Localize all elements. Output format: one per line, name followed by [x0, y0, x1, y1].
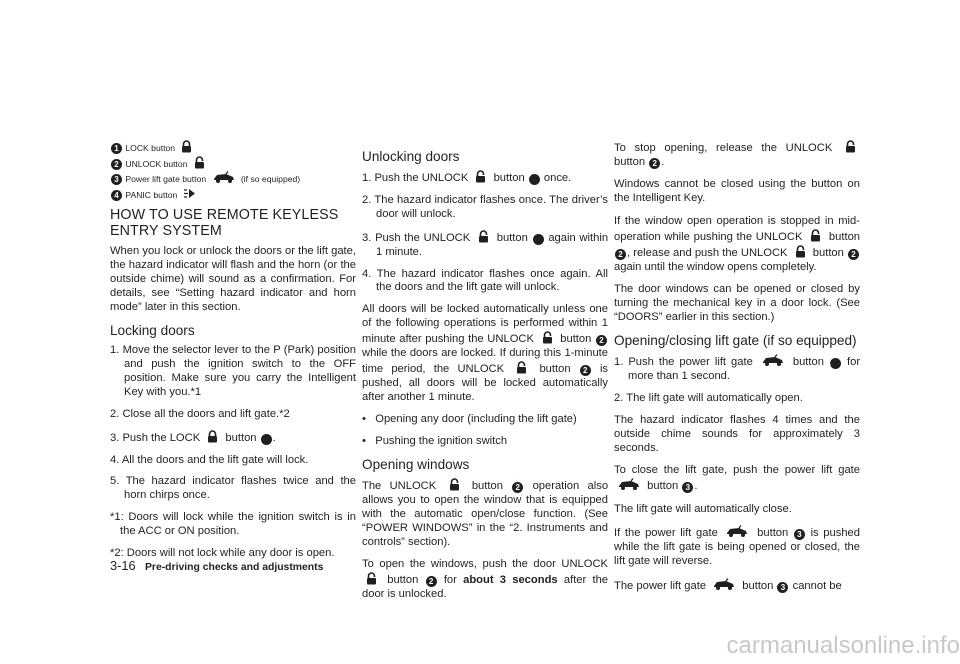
callout-number: 3 [794, 529, 805, 540]
bullet-dot: • [362, 413, 366, 426]
unlock-icon [844, 140, 857, 153]
paragraph-text: after the door is unlocked. [362, 574, 609, 601]
lift-gate-heading: Opening/closing lift gate (if so equipped) [614, 333, 857, 349]
paragraph-text: , release and push the UNLOCK [627, 246, 788, 259]
paragraph-text: The power lift gate [614, 579, 707, 592]
locking-doors-heading: Locking doors [110, 323, 195, 339]
step-text: button [225, 431, 257, 444]
page-number: 3-16 [110, 558, 136, 573]
liftgate-step-2: 2. The lift gate will automatically open. [614, 392, 803, 405]
page-footer [110, 558, 323, 573]
locking-step-1: 1. Move the selector lever to the P (Park) position and push the ignition switch to the OFF position. Make sure you carry the Intelligent Key with you.*1 [110, 344, 356, 398]
paragraph-text: If the window open operation is stopped in mid-operation while pushing the UNLOCK [614, 214, 860, 243]
lock-icon [206, 430, 219, 443]
liftgate-paragraph-2: To close the lift gate, push the power lift gate button 3 . [614, 464, 860, 493]
paragraph-text: button [757, 527, 789, 540]
callout-number: 2 [529, 174, 540, 185]
liftgate-step-1 [614, 354, 860, 384]
step-text: again within 1 minute. [376, 231, 609, 258]
step-text: 3. Push the LOCK [110, 431, 201, 444]
unlock-icon [541, 331, 554, 344]
locking-step-5: 5. The hazard indicator flashes twice and the horn chirps once. [110, 475, 356, 502]
unlock-icon [809, 229, 822, 242]
callout-number: 2 [512, 482, 523, 493]
paragraph-text: button [539, 362, 571, 375]
legend-suffix: (if so equipped) [240, 174, 301, 185]
right-column [614, 140, 860, 602]
paragraph-text: The UNLOCK [362, 480, 437, 493]
step-text: button [493, 172, 525, 184]
paragraph-text: To stop opening, release the UNLOCK [614, 142, 833, 154]
paragraph-text: operation also allows you to open the window that is equipped with the automatic open/close function. (See “POWER WINDOWS” in the “2. Instruments and controls” section). [362, 480, 609, 548]
section-title: HOW TO USE REMOTE KEYLESS ENTRY SYSTEM [110, 207, 339, 240]
paragraph-text: If the power lift gate [614, 527, 718, 540]
windows-paragraph-2 [362, 558, 608, 602]
paragraph-text: button [828, 230, 861, 243]
callout-number: 4 [111, 190, 122, 201]
section-name: Pre-driving checks and adjustments [144, 562, 324, 573]
left-column [110, 140, 356, 569]
liftgate-paragraph-4 [614, 525, 860, 569]
step-text: button [496, 231, 528, 244]
legend-label: UNLOCK button [125, 158, 188, 169]
middle-column [362, 144, 608, 611]
windows-paragraph-5 [614, 215, 860, 275]
paragraph-text: button [560, 333, 592, 346]
footnote-2: *2: Doors will not lock while any door is open. [110, 547, 335, 560]
paragraph-text: To close the lift gate, push the power lift gate [614, 464, 860, 477]
windows-paragraph-4: Windows cannot be closed using the button on the Intelligent Key. [614, 178, 860, 205]
liftgate-icon [212, 171, 236, 184]
step-text: once. [543, 172, 572, 184]
locking-step-3: 3. Push the LOCK button 1 . [110, 431, 276, 444]
panic-icon [183, 187, 196, 200]
liftgate-icon [725, 525, 749, 538]
bullet-text: Pushing the ignition switch [375, 435, 508, 448]
liftgate-icon [761, 354, 785, 367]
callout-number: 2 [615, 249, 626, 260]
step-text: for more than 1 second. [628, 356, 861, 383]
unlock-icon [365, 572, 378, 585]
step-text: 3. Push the UNLOCK [362, 231, 471, 244]
paragraph-text: while the doors are locked. If during this 1-minute time period, the UNLOCK [362, 347, 608, 375]
unlocking-step-3 [362, 230, 608, 260]
unlocking-step-4: 4. The hazard indicator flashes once again. All the doors and the lift gate will unlock. [362, 267, 608, 294]
auto-lock-paragraph [362, 303, 608, 404]
liftgate-icon [617, 478, 641, 491]
callout-number: 3 [830, 358, 841, 369]
paragraph-text: cannot be [792, 579, 842, 592]
paragraph-text: button [647, 480, 679, 493]
callout-number: 1 [111, 143, 122, 154]
legend-label: PANIC button [125, 189, 178, 200]
unlocking-step-2: 2. The hazard indicator flashes once. The driver’s door will unlock. [362, 193, 608, 220]
unlock-icon [794, 245, 807, 258]
paragraph-text: button [387, 574, 419, 587]
locking-step-2: 2. Close all the doors and lift gate.*2 [110, 407, 290, 420]
callout-number: 3 [111, 174, 122, 185]
liftgate-paragraph-1: The hazard indicator flashes 4 times and the outside chime sounds for approximately 3 seconds. [614, 414, 860, 454]
liftgate-paragraph-5 [614, 578, 860, 594]
paragraph-text: To open the windows, push the door UNLOCK [362, 558, 608, 571]
legend-row-liftgate [110, 171, 356, 187]
paragraph-text: button [742, 579, 774, 592]
callout-number: 2 [596, 335, 607, 346]
paragraph-text: for [443, 574, 457, 587]
paragraph-text: button [812, 246, 844, 259]
callout-number: 2 [649, 158, 660, 169]
bullet-item [362, 435, 608, 449]
callout-number: 3 [777, 582, 788, 593]
legend-label: Power lift gate button [125, 174, 207, 185]
legend-row-lock [110, 140, 356, 156]
step-text: 1. Push the UNLOCK [362, 172, 469, 184]
paragraph-text: again until the window opens completely. [614, 260, 817, 273]
footnote-1: *1: Doors will lock while the ignition switch is in the ACC or ON position. [110, 511, 356, 538]
unlock-icon [515, 361, 528, 374]
unlock-icon [477, 230, 490, 243]
watermark: carmanualsonline.info [726, 632, 960, 659]
bullet-text: Opening any door (including the lift gate) [375, 413, 577, 426]
step-text: button [792, 356, 824, 369]
emphasis-text: about 3 seconds [463, 574, 558, 587]
windows-paragraph-1 [362, 478, 608, 550]
callout-number: 2 [848, 249, 859, 260]
paragraph-text: is pushed, all doors will be locked automatically after another 1 minute. [362, 362, 609, 403]
legend-row-unlock [110, 156, 356, 172]
paragraph-text: button [614, 155, 646, 168]
callout-number: 2 [426, 576, 437, 587]
locking-step-4: 4. All the doors and the lift gate will lock. [110, 453, 309, 466]
callout-number: 1 [261, 434, 272, 445]
windows-paragraph-6: The door windows can be opened or closed by turning the mechanical key in a door lock. (See “DOORS” earlier in this section.) [614, 283, 860, 323]
unlock-icon [448, 478, 461, 491]
paragraph-text: is pushed while the lift gate is being opened or closed, the lift gate will reverse. [614, 527, 860, 568]
liftgate-paragraph-3: The lift gate will automatically close. [614, 502, 792, 515]
unlocking-doors-heading: Unlocking doors [362, 149, 460, 164]
liftgate-icon [712, 578, 736, 591]
intro-paragraph: When you lock or unlock the doors or the lift gate, the hazard indicator will flash and the horn (or the outside chime) will sound as a confirmation. For details, see “Setting hazard indicator and horn mode” later in this section. [110, 244, 356, 313]
windows-paragraph-3: To stop opening, release the UNLOCK button 2 . [614, 140, 860, 170]
callout-number: 3 [682, 482, 693, 493]
callout-number: 2 [533, 234, 544, 245]
unlock-icon [193, 156, 206, 169]
lock-icon [180, 140, 193, 153]
bullet-item [362, 413, 608, 427]
bullet-dot: • [362, 435, 366, 448]
callout-number: 2 [111, 159, 122, 170]
step-text: 1. Push the power lift gate [614, 356, 753, 369]
paragraph-text: All doors will be locked automatically unless one of the following operations is performed within 1 minute after pushing the UNLOCK [362, 303, 608, 346]
unlocking-step-1 [362, 170, 608, 186]
opening-windows-heading: Opening windows [362, 457, 470, 473]
paragraph-text: button [471, 480, 503, 493]
legend-row-panic [110, 187, 356, 203]
unlock-icon [474, 170, 487, 183]
callout-number: 2 [580, 365, 591, 376]
legend-label: LOCK button [125, 142, 176, 153]
